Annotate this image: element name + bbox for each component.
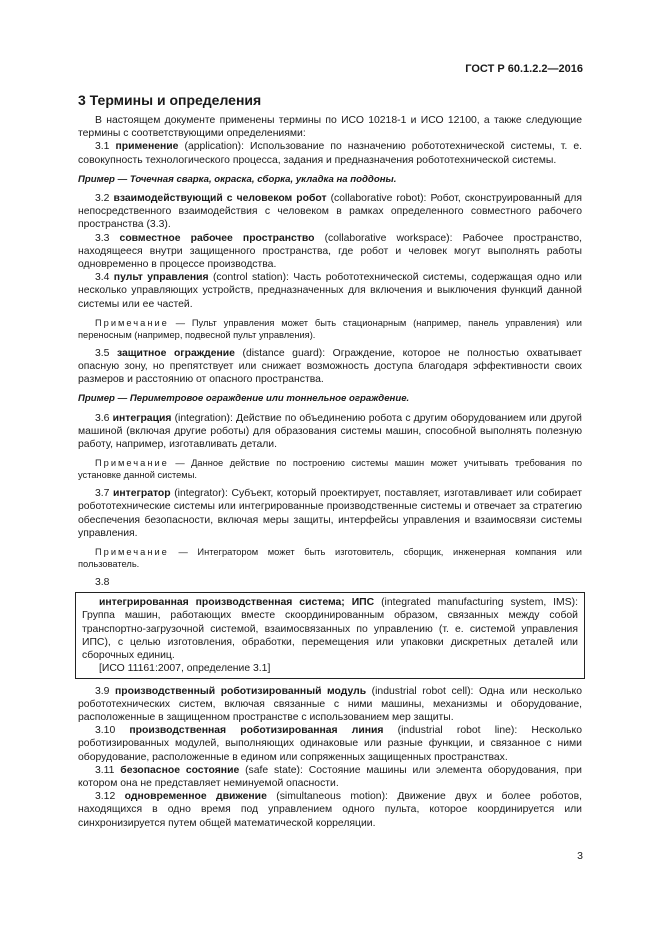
standard-header: ГОСТ Р 60.1.2.2—2016	[465, 63, 583, 75]
definition-number: 3.5	[95, 347, 117, 359]
definition-term: защитное ограждение	[116, 347, 235, 359]
definition-number: 3.11	[95, 764, 121, 776]
definition-number: 3.10	[95, 725, 130, 737]
definition-source: [ИСО 11161:2007, определение 3.1]	[99, 663, 271, 675]
definition-3-8	[82, 596, 578, 662]
document-body	[78, 114, 582, 830]
definition-text: (control station): Часть робототехнической системы, содержащая одно или несколько управляющих устройств, предназначенных для включения и выключения функций данной системы или ее частей.	[78, 272, 582, 310]
note-label: Примечание	[95, 547, 169, 558]
note-text: — Интегратором может быть изготовитель, сборщик, инженерная компания или пользователь.	[78, 547, 582, 570]
definition-term: одновременное движение	[124, 791, 267, 803]
definition-number: 3.7	[95, 488, 113, 500]
definition-3-8-number: 3.8	[95, 577, 110, 589]
definition-term: производственная роботизированная линия	[129, 725, 384, 737]
definition-text: (integrated manufacturing system, IMS): Группа машин, работающих вместе скоординированным образом, связанных между собой транспортно-загрузочной системой, взаимосвязанных по управлению (т. е. системой управления ИПС), с целью изготовления, обработки, перемещения или упаковки дискретных деталей или сборочных единиц.	[82, 597, 578, 662]
definition-term: безопасное состояние	[120, 764, 240, 776]
definition-3-9	[78, 685, 582, 725]
definition-number: 3.6	[95, 412, 113, 424]
definition-text: (integration): Действие по объединению робота с другим оборудованием или другой машиной (включая другие роботы) для образования системы машин, способной выполнять полезную работу, например, изготавливать детали.	[78, 412, 582, 451]
note-text: — Пульт управления может быть стационарным (например, панель управления) или переносным (например, подвесной пульт управления).	[78, 317, 582, 340]
definition-term: пульт управления	[113, 272, 209, 284]
definition-3-2	[78, 192, 582, 232]
definition-number: 3.3	[95, 232, 120, 244]
definition-3-4	[78, 271, 582, 311]
note-label: Примечание	[95, 317, 169, 328]
definition-3-10	[78, 724, 582, 764]
intro-paragraph: В настоящем документе применены термины по ИСО 10218-1 и ИСО 12100, а также следующие термины с соответствующими определениями:	[78, 115, 582, 140]
definition-term: интегратор	[113, 488, 171, 500]
definition-number: 3.1	[95, 141, 116, 153]
note-text: — Данное действие по построению системы машин может учитывать требования по установке данной системы.	[78, 458, 582, 481]
definition-number: 3.4	[95, 272, 114, 284]
definition-text: (safe state): Состояние машины или элемента оборудования, при котором она не представляет неминуемой опасности.	[78, 764, 582, 789]
definition-text: (application): Использование по назначению робототехнической системы, т. е. совокупность технологического процесса, задания и предназначения робототехнической системы.	[78, 141, 582, 166]
definition-number: 3.9	[95, 685, 115, 697]
definition-term: интеграция	[112, 412, 172, 424]
note-3	[78, 546, 582, 570]
definition-text: (collaborative workspace): Рабочее пространство, находящееся внутри защищенного пространства, где робот и человек могут выполнять работы одновременно в процессе производства.	[78, 232, 582, 271]
boxed-definition-3-8	[75, 592, 585, 678]
definition-term: применение	[115, 141, 179, 153]
definition-3-1	[78, 140, 582, 166]
definition-text: (industrial robot line): Несколько роботизированных модулей, выполняющих одинаковые или разные функции, и связанное с ними оборудование, расположенные в едином или сопряженных защищенных пространствах.	[78, 725, 582, 763]
definition-3-6	[78, 412, 582, 452]
definition-3-3	[78, 232, 582, 272]
note-2	[78, 457, 582, 481]
definition-3-11	[78, 764, 582, 790]
definition-text: (industrial robot cell): Одна или несколько робототехнических систем, включая связанные с ними машины, механизмы и оборудование, расположенные в защищенном пространстве с использованием мер защиты.	[78, 685, 582, 723]
note-label: Примечание	[95, 458, 169, 469]
definition-number: 3.2	[95, 193, 114, 205]
definition-term: взаимодействующий с человеком робот	[113, 193, 327, 205]
definition-text: (distance guard): Ограждение, которое не полностью охватывает опасную зону, но препятствует или снижает возможность доступа благодаря эффективности своих размеров и расстоянию от опасного пространства.	[78, 347, 582, 386]
example-2: Пример — Периметровое ограждение или тоннельное ограждение.	[78, 393, 410, 405]
definition-3-12	[78, 790, 582, 830]
example-1: Пример — Точечная сварка, окраска, сборка, укладка на поддоны.	[78, 173, 397, 185]
definition-term: интегрированная производственная система; ИПС	[99, 597, 375, 609]
page-number: 3	[577, 850, 583, 862]
definition-text: (integrator): Субъект, который проектирует, поставляет, изготавливает или собирает робототехнические системы или интегрированные производственные системы и отвечает за стратегию обеспечения безопасности, включая меры защиты, интерфейсы управления и взаимосвязи системы управления.	[78, 488, 582, 539]
definition-3-7	[78, 487, 582, 540]
definition-text: (simultaneous motion): Движение двух и более роботов, находящихся в одно время под управлением одного пульта, которое координируется или синхронизируется путем общей математической корреляции.	[78, 791, 582, 829]
definition-number: 3.12	[95, 791, 125, 803]
definition-term: производственный роботизированный модуль	[115, 685, 367, 697]
definition-term: совместное рабочее пространство	[119, 232, 315, 244]
definition-3-5	[78, 347, 582, 387]
definition-text: (collaborative robot): Робот, сконструированный для непосредственного взаимодействия с человеком в рамках определенного совместного рабочего пространства (3.3).	[78, 193, 582, 231]
section-title: 3 Термины и определения	[78, 92, 262, 108]
note-1	[78, 317, 582, 341]
